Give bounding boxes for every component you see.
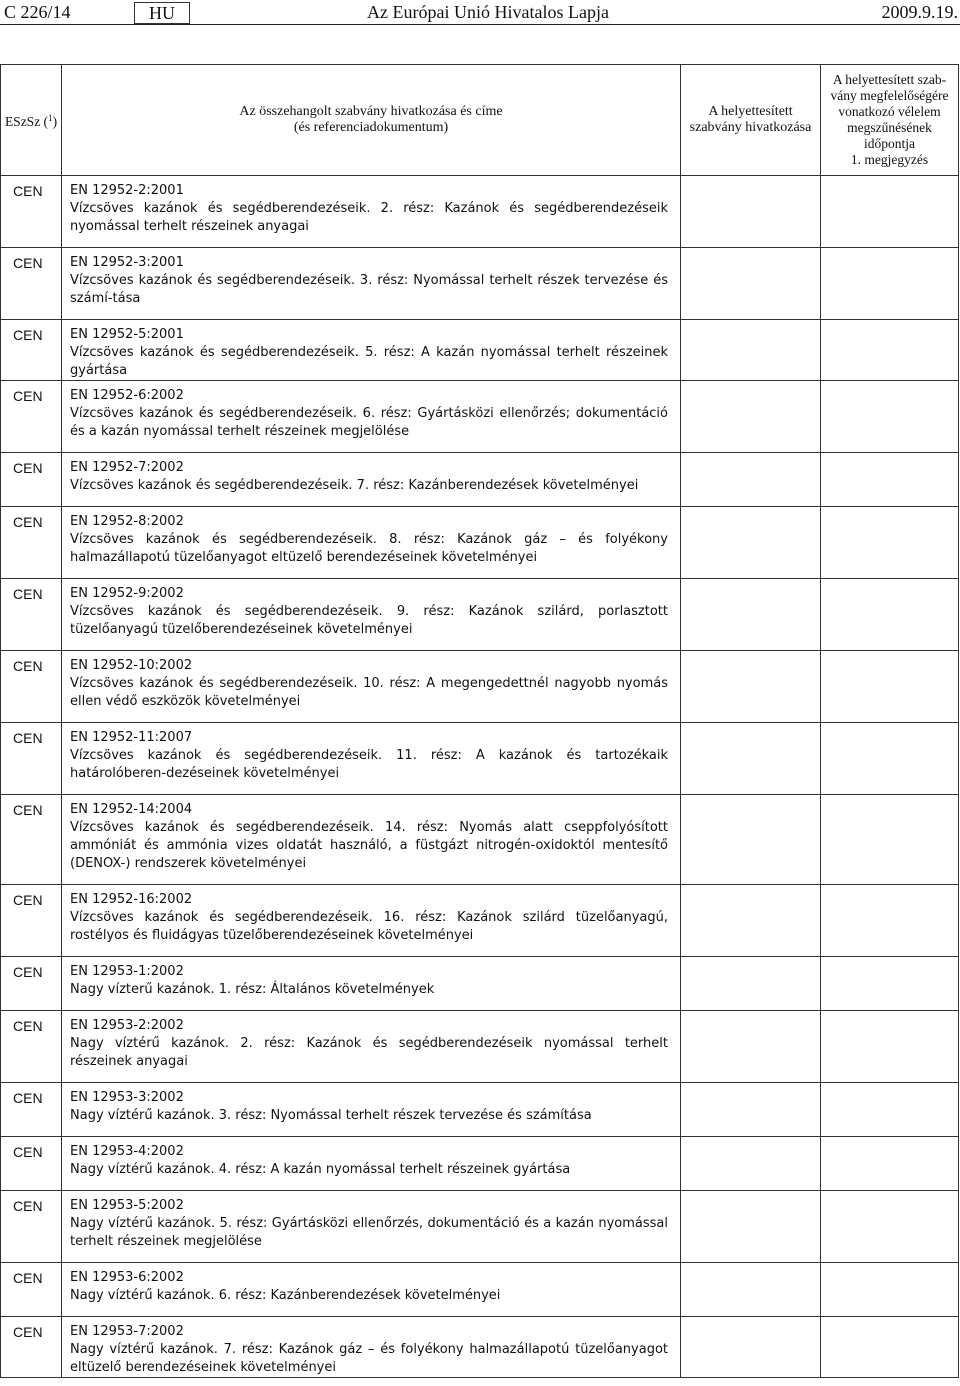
standard-cell bbox=[62, 381, 681, 453]
table-row bbox=[1, 381, 959, 453]
organisation-cell: CEN bbox=[1, 579, 62, 651]
cessation-date-cell bbox=[821, 320, 959, 381]
organisation-cell: CEN bbox=[1, 1137, 62, 1191]
superseded-standard-cell bbox=[681, 1083, 821, 1137]
table-row bbox=[1, 957, 959, 1011]
superseded-standard-cell bbox=[681, 579, 821, 651]
journal-title: Az Európai Unió Hivatalos Lapja bbox=[367, 2, 609, 22]
standard-title: Vízcsöves kazánok és segédberendezéseik. 16. rész: Kazánok szilárd tüzelőanyagú, rostélyos és fluidágyas tüzelőberendezéseinek követelményei bbox=[70, 910, 668, 943]
table-row bbox=[1, 176, 959, 248]
organisation-cell: CEN bbox=[1, 795, 62, 885]
table-row bbox=[1, 1083, 959, 1137]
cessation-date-cell bbox=[821, 1011, 959, 1083]
publication-date: 2009.9.19. bbox=[881, 2, 958, 22]
table-row bbox=[1, 651, 959, 723]
column-header-standard: Az összehangolt szabvány hivatkozása és címe (és referenciadokumentum) bbox=[62, 65, 681, 176]
standard-reference: EN 12952-7:2002 bbox=[70, 460, 184, 475]
superseded-standard-cell bbox=[681, 723, 821, 795]
superseded-standard-cell bbox=[681, 507, 821, 579]
standard-reference: EN 12953-7:2002 bbox=[70, 1324, 184, 1339]
cessation-date-cell bbox=[821, 381, 959, 453]
superseded-standard-cell bbox=[681, 248, 821, 320]
standard-cell bbox=[62, 957, 681, 1011]
cessation-date-cell bbox=[821, 1263, 959, 1317]
table-row bbox=[1, 1191, 959, 1263]
superseded-standard-cell bbox=[681, 795, 821, 885]
standard-cell bbox=[62, 1137, 681, 1191]
organisation-cell: CEN bbox=[1, 381, 62, 453]
standard-cell bbox=[62, 1191, 681, 1263]
table-row bbox=[1, 1137, 959, 1191]
organisation-cell: CEN bbox=[1, 1191, 62, 1263]
cessation-date-cell bbox=[821, 651, 959, 723]
standard-title: Vízcsöves kazánok és segédberendezéseik. 10. rész: A megengedettnél nagyobb nyomás ellen védő eszközök követelményei bbox=[70, 676, 668, 709]
cessation-date-cell bbox=[821, 248, 959, 320]
cessation-date-cell bbox=[821, 176, 959, 248]
cessation-date-cell bbox=[821, 1137, 959, 1191]
table-row bbox=[1, 1263, 959, 1317]
table-row bbox=[1, 723, 959, 795]
language-badge: HU bbox=[134, 2, 190, 24]
column-header-cessation-date: A helyettesített szab- vány megfelelőségére vonatkozó vélelem megszűnésének időpontja 1. megjegyzés bbox=[821, 65, 959, 176]
organisation-cell: CEN bbox=[1, 651, 62, 723]
standard-reference: EN 12953-3:2002 bbox=[70, 1090, 184, 1105]
standard-reference: EN 12953-2:2002 bbox=[70, 1018, 184, 1033]
table-row bbox=[1, 885, 959, 957]
standard-reference: EN 12953-1:2002 bbox=[70, 964, 184, 979]
cessation-date-cell bbox=[821, 507, 959, 579]
standard-reference: EN 12952-9:2002 bbox=[70, 586, 184, 601]
superseded-standard-cell bbox=[681, 1317, 821, 1378]
standard-reference: EN 12952-16:2002 bbox=[70, 892, 193, 907]
standard-cell bbox=[62, 723, 681, 795]
standard-cell bbox=[62, 453, 681, 507]
superseded-standard-cell bbox=[681, 381, 821, 453]
superseded-standard-cell bbox=[681, 957, 821, 1011]
standard-title: Vízcsöves kazánok és segédberendezéseik. 7. rész: Kazánberendezések követelményei bbox=[70, 478, 639, 493]
cessation-date-cell bbox=[821, 723, 959, 795]
superseded-standard-cell bbox=[681, 885, 821, 957]
standard-reference: EN 12952-2:2001 bbox=[70, 183, 184, 198]
standard-reference: EN 12952-10:2002 bbox=[70, 658, 193, 673]
standard-cell bbox=[62, 579, 681, 651]
standards-table bbox=[0, 64, 959, 1378]
table-row bbox=[1, 248, 959, 320]
organisation-cell: CEN bbox=[1, 320, 62, 381]
standard-title: Vízcsöves kazánok és segédberendezéseik. 8. rész: Kazánok gáz – és folyékony halmazállapotú tüzelőanyagot eltüzelő berendezéseinek követelményei bbox=[70, 532, 668, 565]
table-row bbox=[1, 795, 959, 885]
organisation-cell: CEN bbox=[1, 453, 62, 507]
table-row bbox=[1, 579, 959, 651]
standard-title: Vízcsöves kazánok és segédberendezéseik. 3. rész: Nyomással terhelt részek tervezése és számí-tása bbox=[70, 273, 668, 306]
standard-reference: EN 12952-14:2004 bbox=[70, 802, 193, 817]
standard-title: Nagy víztérű kazánok. 2. rész: Kazánok és segédberendezéseik nyomással terhelt részeinek anyagai bbox=[70, 1036, 668, 1069]
standard-reference: EN 12953-4:2002 bbox=[70, 1144, 184, 1159]
standard-cell bbox=[62, 795, 681, 885]
standard-title: Vízcsöves kazánok és segédberendezéseik. 2. rész: Kazánok és segédberendezéseik nyomással terhelt részeinek anyagai bbox=[70, 201, 668, 234]
organisation-cell: CEN bbox=[1, 248, 62, 320]
header-divider bbox=[0, 24, 960, 25]
standard-cell bbox=[62, 1317, 681, 1378]
standard-title: Vízcsöves kazánok és segédberendezéseik. 6. rész: Gyártásközi ellenőrzés; dokumentáció és a kazán nyomással terhelt részeinek megjelölése bbox=[70, 406, 668, 439]
standard-reference: EN 12952-3:2001 bbox=[70, 255, 184, 270]
organisation-cell: CEN bbox=[1, 1083, 62, 1137]
standard-reference: EN 12952-11:2007 bbox=[70, 730, 193, 745]
standard-reference: EN 12953-6:2002 bbox=[70, 1270, 184, 1285]
standard-title: Nagy víztérű kazánok. 6. rész: Kazánberendezések követelményei bbox=[70, 1288, 501, 1303]
organisation-cell: CEN bbox=[1, 1317, 62, 1378]
table-row bbox=[1, 1011, 959, 1083]
standard-cell bbox=[62, 248, 681, 320]
superseded-standard-cell bbox=[681, 1137, 821, 1191]
standard-cell bbox=[62, 507, 681, 579]
superseded-standard-cell bbox=[681, 320, 821, 381]
organisation-cell: CEN bbox=[1, 723, 62, 795]
standard-title: Vízcsöves kazánok és segédberendezéseik. 5. rész: A kazán nyomással terhelt részeinek gyártása bbox=[70, 345, 668, 378]
standard-title: Vízcsöves kazánok és segédberendezéseik. 11. rész: A kazánok és tartozékaik határolóberen-dezéseinek követelményei bbox=[70, 748, 668, 781]
organisation-cell: CEN bbox=[1, 507, 62, 579]
table-header-row bbox=[1, 65, 959, 176]
column-header-organisation: ESzSz ($^1$) bbox=[1, 65, 62, 176]
standard-cell bbox=[62, 320, 681, 381]
standard-cell bbox=[62, 176, 681, 248]
standard-reference: EN 12952-6:2002 bbox=[70, 388, 184, 403]
superseded-standard-cell bbox=[681, 1191, 821, 1263]
standard-title: Nagy víztérű kazánok. 3. rész: Nyomással terhelt részek tervezése és számítása bbox=[70, 1108, 592, 1123]
standard-cell bbox=[62, 1011, 681, 1083]
standard-title: Nagy víztérű kazánok. 7. rész: Kazánok gáz – és folyékony halmazállapotú tüzelőanyagot eltüzelő berendezéseinek követelményei bbox=[70, 1342, 668, 1375]
cessation-date-cell bbox=[821, 957, 959, 1011]
standard-cell bbox=[62, 651, 681, 723]
superseded-standard-cell bbox=[681, 176, 821, 248]
table-row bbox=[1, 1317, 959, 1378]
standard-title: Vízcsöves kazánok és segédberendezéseik. 14. rész: Nyomás alatt cseppfolyósított ammóniát és ammónia vizes oldatát használó, a füstgázt nitrogén-oxidoktól mentesítő (DENOX-) rendszerek követelményei bbox=[70, 820, 668, 871]
organisation-cell: CEN bbox=[1, 1263, 62, 1317]
footnote-marker: 1 bbox=[48, 113, 53, 123]
cessation-date-cell bbox=[821, 795, 959, 885]
superseded-standard-cell bbox=[681, 1011, 821, 1083]
standard-title: Nagy víztérű kazánok. 4. rész: A kazán nyomással terhelt részeinek gyártása bbox=[70, 1162, 571, 1177]
standard-reference: EN 12952-5:2001 bbox=[70, 327, 184, 342]
standard-reference: EN 12952-8:2002 bbox=[70, 514, 184, 529]
organisation-cell: CEN bbox=[1, 176, 62, 248]
organisation-cell: CEN bbox=[1, 957, 62, 1011]
standard-cell bbox=[62, 885, 681, 957]
table-row bbox=[1, 507, 959, 579]
cessation-date-cell bbox=[821, 1191, 959, 1263]
cessation-date-cell bbox=[821, 1317, 959, 1378]
cessation-date-cell bbox=[821, 579, 959, 651]
superseded-standard-cell bbox=[681, 651, 821, 723]
journal-reference: C 226/14 bbox=[4, 2, 71, 22]
column-header-superseded-standard: A helyettesített szabvány hivatkozása bbox=[681, 65, 821, 176]
organisation-cell: CEN bbox=[1, 1011, 62, 1083]
cessation-date-cell bbox=[821, 1083, 959, 1137]
page-header bbox=[0, 0, 960, 26]
table-row bbox=[1, 453, 959, 507]
organisation-cell: CEN bbox=[1, 885, 62, 957]
cessation-date-cell bbox=[821, 885, 959, 957]
standard-title: Vízcsöves kazánok és segédberendezéseik. 9. rész: Kazánok szilárd, porlasztott tüzelőanyagú tüzelőberendezéseinek követelményei bbox=[70, 604, 668, 637]
table-row bbox=[1, 320, 959, 381]
superseded-standard-cell bbox=[681, 1263, 821, 1317]
cessation-date-cell bbox=[821, 453, 959, 507]
standard-title: Nagy víztérű kazánok. 5. rész: Gyártásközi ellenőrzés, dokumentáció és a kazán nyomással terhelt részeinek megjelölése bbox=[70, 1216, 668, 1249]
standard-title: Nagy vízterű kazánok. 1. rész: Általános követelmények bbox=[70, 982, 435, 997]
superseded-standard-cell bbox=[681, 453, 821, 507]
standard-cell bbox=[62, 1083, 681, 1137]
standard-reference: EN 12953-5:2002 bbox=[70, 1198, 184, 1213]
standard-cell bbox=[62, 1263, 681, 1317]
